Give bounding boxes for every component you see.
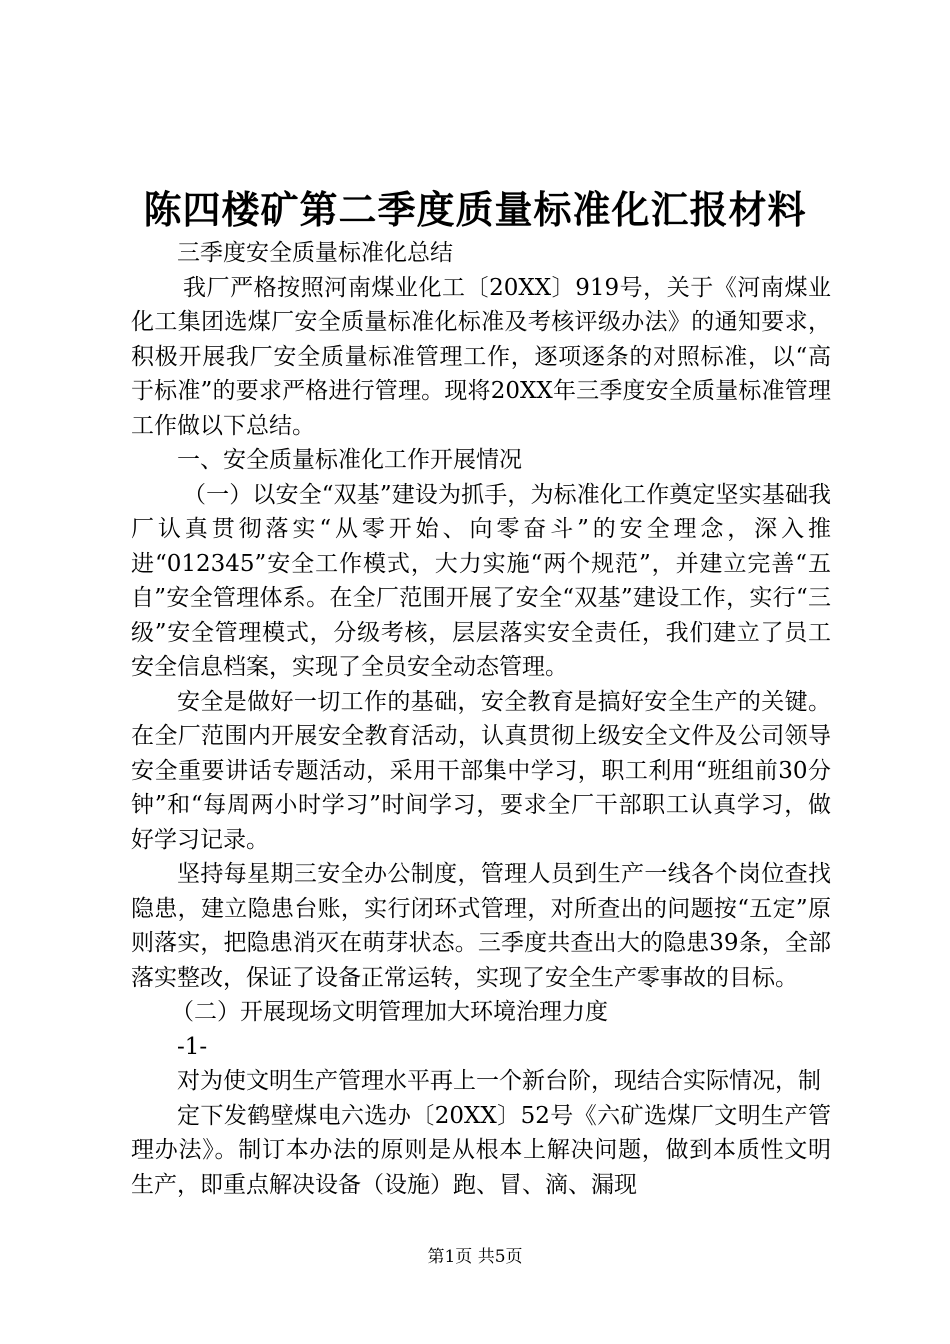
section-heading: （二）开展现场文明管理加大环境治理力度 xyxy=(171,999,608,1025)
section-heading: 一、安全质量标准化工作开展情况 xyxy=(177,447,522,473)
body-paragraph: 对为使文明生产管理水平再上一个新台阶，现结合实际情况，制 xyxy=(177,1068,821,1094)
document-title: 陈四楼矿第二季度质量标准化汇报材料 xyxy=(143,187,807,232)
inline-page-mark: -1- xyxy=(177,1033,208,1060)
body-paragraph: 定下发鹤壁煤电六选办〔20XX〕52号《六矿选煤厂文明生产管理办法》。制订本办法的原则是从根本上解决问题，做到本质性文明生产，即重点解决设备（设施）跑、冒、滴、漏现 xyxy=(131,1102,831,1198)
body-paragraph: （一）以安全“双基”建设为抓手，为标准化工作奠定坚实基础我厂认真贯彻落实“从零开始、向零奋斗”的安全理念，深入推进“012345”安全工作模式，大力实施“两个规范”，并建立完善“五自”安全管理体系。在全厂范围开展了安全“双基”建设工作，实行“三级”安全管理模式，分级考核，层层落实安全责任，我们建立了员工安全信息档案，实现了全员安全动态管理。 xyxy=(131,481,831,680)
body-paragraph: 安全是做好一切工作的基础，安全教育是搞好安全生产的关键。在全厂范围内开展安全教育活动，认真贯彻上级安全文件及公司领导安全重要讲话专题活动，采用干部集中学习，职工利用“班组前30分钟”和“每周两小时学习”时间学习，要求全厂干部职工认真学习，做好学习记录。 xyxy=(131,688,831,853)
body-paragraph: 我厂严格按照河南煤业化工〔20XX〕919号，关于《河南煤业化工集团选煤厂安全质量标准化标准及考核评级办法》的通知要求，积极开展我厂安全质量标准管理工作，逐项逐条的对照标准，以“高于标准”的要求严格进行管理。现将20XX年三季度安全质量标准管理工作做以下总结。 xyxy=(131,274,831,439)
document-body xyxy=(131,236,831,1202)
body-paragraph: 坚持每星期三安全办公制度，管理人员到生产一线各个岗位查找隐患，建立隐患台账，实行闭环式管理，对所查出的问题按“五定”原则落实，把隐患消灭在萌芽状态。三季度共查出大的隐患39条，全部落实整改，保证了设备正常运转，实现了安全生产零事故的目标。 xyxy=(131,861,831,991)
page-footer: 第1页 共5页 xyxy=(427,1247,523,1267)
subtitle-paragraph: 三季度安全质量标准化总结 xyxy=(177,240,453,266)
